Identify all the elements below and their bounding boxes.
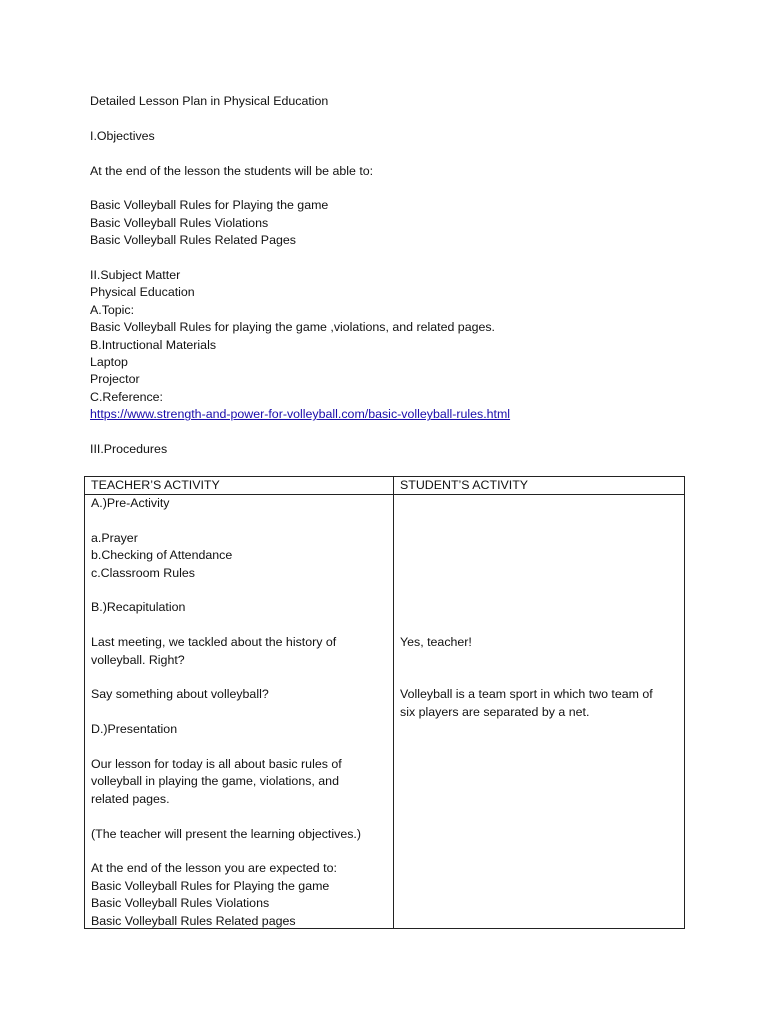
spacer — [400, 617, 680, 634]
spacer — [400, 495, 680, 512]
lesson-line: related pages. — [91, 791, 170, 806]
spacer — [91, 739, 387, 756]
expected-item: Basic Volleyball Rules for Playing the game — [91, 878, 330, 893]
objectives-intro: At the end of the lesson the students will be able to: — [90, 163, 374, 178]
procedures-table — [84, 476, 685, 929]
materials-heading: B.Intructional Materials — [90, 337, 217, 352]
document-title: Detailed Lesson Plan in Physical Education — [90, 94, 329, 108]
spacer — [90, 424, 690, 441]
last-meeting-line: volleyball. Right? — [91, 652, 185, 667]
material-item: Laptop — [90, 355, 128, 370]
objective-item: Basic Volleyball Rules Violations — [90, 215, 269, 230]
attendance-item: b.Checking of Attendance — [91, 548, 233, 563]
spacer — [90, 250, 690, 267]
topic-text: Basic Volleyball Rules for playing the game ,violations, and related pages. — [90, 320, 496, 335]
spacer — [400, 669, 680, 686]
spacer — [400, 547, 680, 564]
subject-name: Physical Education — [90, 285, 195, 300]
spacer — [91, 582, 387, 599]
spacer — [400, 652, 680, 669]
procedures-heading: III.Procedures — [90, 442, 168, 457]
expected-item: Basic Volleyball Rules Related pages — [91, 913, 296, 928]
spacer — [400, 512, 680, 529]
topic-heading: A.Topic: — [90, 302, 135, 317]
column-divider — [393, 477, 394, 928]
table-header-row — [85, 477, 684, 495]
teacher-activity-cell — [91, 495, 387, 930]
reference-heading: C.Reference: — [90, 389, 164, 404]
present-objectives-line: (The teacher will present the learning objectives.) — [91, 826, 361, 841]
document-body — [90, 93, 690, 458]
lesson-line: volleyball in playing the game, violations, and — [91, 774, 339, 789]
student-response-volleyball: six players are separated by a net. — [400, 704, 590, 719]
lesson-line: Our lesson for today is all about basic rules of — [91, 757, 342, 771]
student-activity-cell — [400, 495, 680, 721]
say-something-line: Say something about volleyball? — [91, 687, 269, 702]
subject-matter-heading: II.Subject Matter — [90, 268, 181, 282]
expected-line: At the end of the lesson you are expected to: — [91, 861, 337, 876]
student-response-yes: Yes, teacher! — [400, 635, 472, 650]
spacer — [91, 669, 387, 686]
spacer — [91, 808, 387, 825]
material-item: Projector — [90, 372, 140, 387]
spacer — [90, 110, 690, 127]
spacer — [400, 599, 680, 616]
spacer — [90, 180, 690, 197]
spacer — [91, 512, 387, 529]
objectives-heading: I.Objectives — [90, 128, 155, 143]
expected-item: Basic Volleyball Rules Violations — [91, 896, 270, 911]
student-response-volleyball: Volleyball is a team sport in which two team of — [400, 687, 653, 702]
objective-item: Basic Volleyball Rules for Playing the game — [90, 198, 329, 213]
spacer — [90, 145, 690, 162]
spacer — [400, 565, 680, 582]
spacer — [91, 617, 387, 634]
last-meeting-line: Last meeting, we tackled about the history of — [91, 635, 337, 650]
objective-item: Basic Volleyball Rules Related Pages — [90, 233, 296, 248]
classroom-rules-item: c.Classroom Rules — [91, 565, 195, 580]
student-activity-header: STUDENT’S ACTIVITY — [400, 478, 529, 492]
pre-activity-heading: A.)Pre-Activity — [91, 496, 170, 510]
teacher-activity-header: TEACHER’S ACTIVITY — [91, 478, 220, 492]
prayer-item: a.Prayer — [91, 530, 138, 545]
spacer — [91, 704, 387, 721]
spacer — [400, 530, 680, 547]
spacer — [400, 582, 680, 599]
presentation-heading: D.)Presentation — [91, 722, 178, 737]
spacer — [91, 843, 387, 860]
reference-link[interactable]: https://www.strength-and-power-for-volleyball.com/basic-volleyball-rules.html — [90, 407, 511, 422]
recapitulation-heading: B.)Recapitulation — [91, 600, 186, 615]
